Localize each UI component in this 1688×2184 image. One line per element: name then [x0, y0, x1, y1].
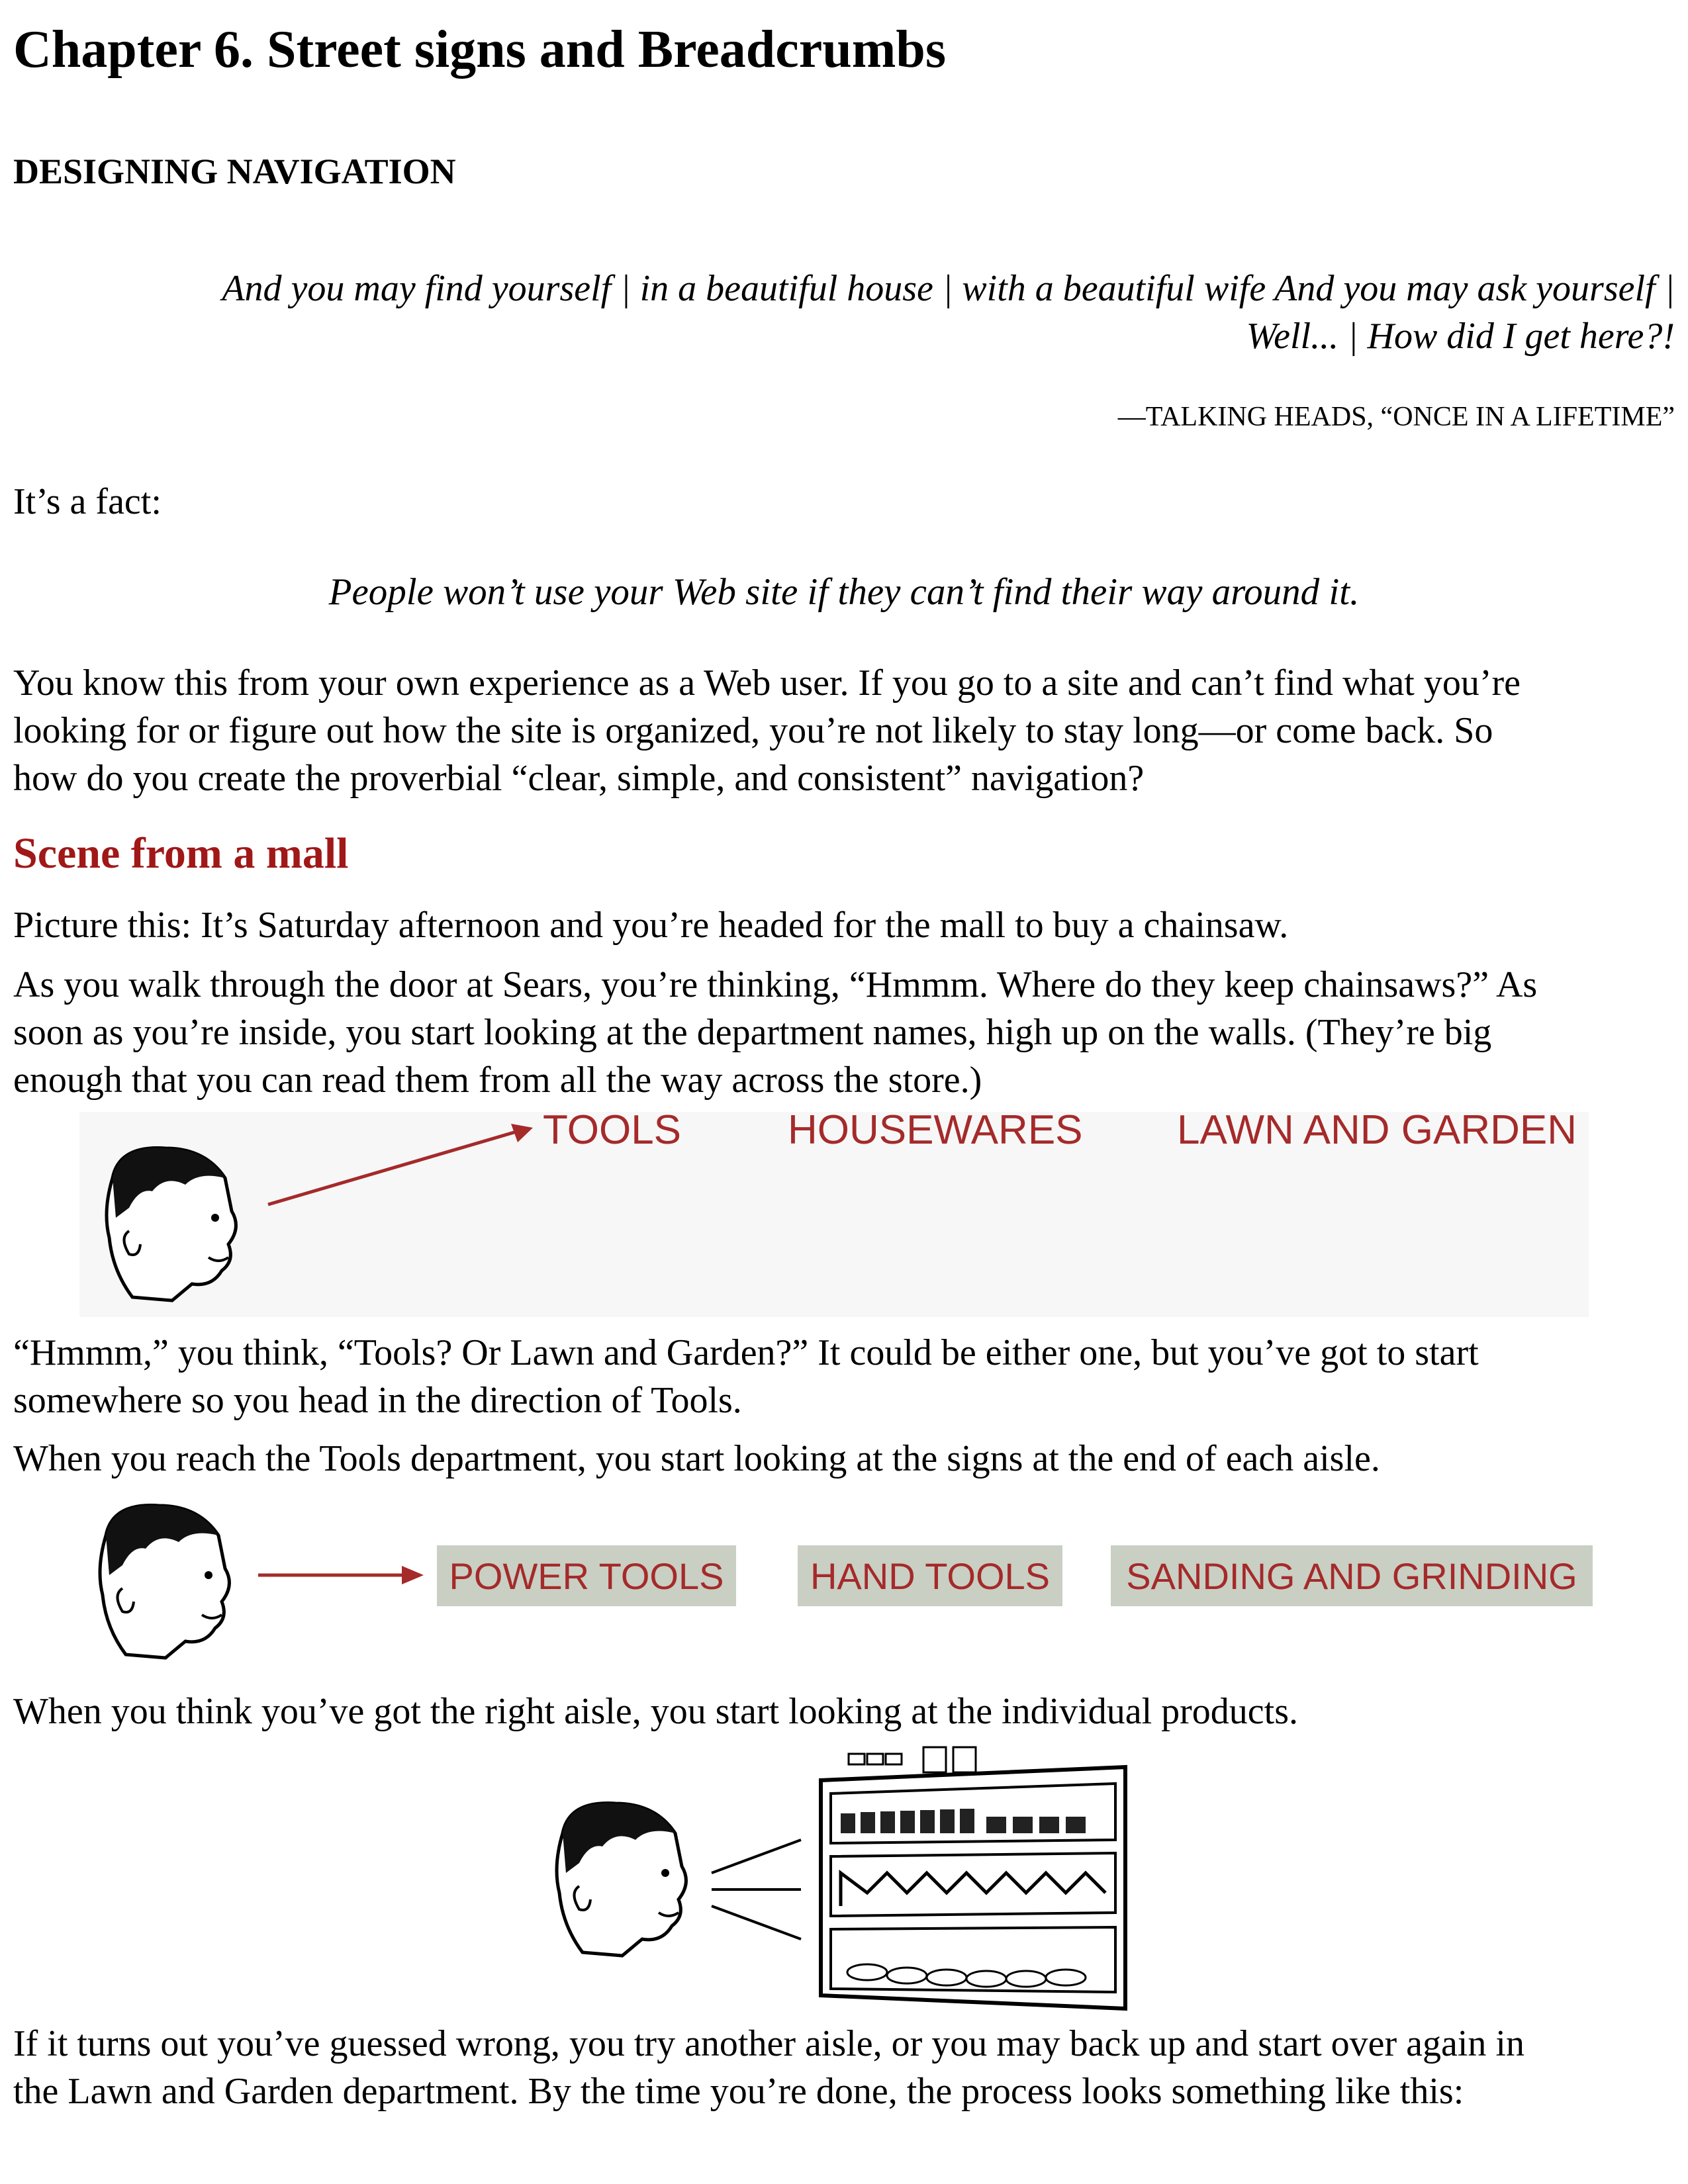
chapter-title: Chapter 6. Street signs and Breadcrumbs [13, 21, 946, 79]
man-head-icon [93, 1138, 252, 1310]
intro-text: It’s a fact: [13, 481, 162, 522]
sign-tools: TOOLS [543, 1107, 682, 1153]
paragraph-experience [13, 659, 1675, 802]
paragraph-line: enough that you can read them from all the way across the store.) [13, 1060, 982, 1101]
key-quote: People won’t use your Web site if they can’t find their way around it. [328, 571, 1360, 613]
product-shelf-icon [814, 1747, 1132, 2012]
epigraph [26, 265, 1675, 360]
paragraph-picture: Picture this: It’s Saturday afternoon and you’re headed for the mall to buy a chainsaw. [13, 905, 1289, 946]
paragraph-line: You know this from your own experience as a Web user. If you go to a site and can’t find what you’re [13, 662, 1521, 704]
paragraph-line: somewhere so you head in the direction of Tools. [13, 1380, 742, 1421]
epigraph-attribution: —TALKING HEADS, “ONCE IN A LIFETIME” [1117, 402, 1675, 432]
paragraph-line: the Lawn and Garden department. By the time you’re done, the process looks something like this: [13, 2071, 1464, 2112]
sight-lines-icon [708, 1833, 808, 1946]
paragraph-guess [13, 2020, 1675, 2115]
paragraph-line: how do you create the proverbial “clear, simple, and consistent” navigation? [13, 758, 1145, 799]
man-head-icon [543, 1794, 702, 1966]
arrow-right-icon [265, 1118, 543, 1211]
paragraph-walk [13, 961, 1675, 1104]
paragraph-reach: When you reach the Tools department, you start looking at the signs at the end of each aisle. [13, 1438, 1380, 1479]
paragraph-aisle: When you think you’ve got the right aisle, you start looking at the individual products. [13, 1691, 1298, 1732]
subheading-scene: Scene from a mall [13, 829, 349, 878]
section-heading: DESIGNING NAVIGATION [13, 152, 456, 191]
aisle-sign-power-tools: POWER TOOLS [437, 1545, 736, 1606]
epigraph-line-2: Well... | How did I get here?! [1246, 316, 1675, 357]
arrow-right-icon [255, 1562, 427, 1588]
paragraph-line: looking for or figure out how the site is organized, you’re not likely to stay long—or come back. So [13, 710, 1493, 751]
man-head-icon [86, 1496, 245, 1668]
aisle-sign-hand-tools: HAND TOOLS [798, 1545, 1062, 1606]
sign-housewares: HOUSEWARES [788, 1107, 1083, 1153]
paragraph-line: soon as you’re inside, you start looking at the department names, high up on the walls. (They’re big [13, 1012, 1492, 1053]
paragraph-hmmm [13, 1329, 1675, 1424]
paragraph-line: As you walk through the door at Sears, you’re thinking, “Hmmm. Where do they keep chainsaws?” As [13, 964, 1538, 1005]
epigraph-line-1: And you may find yourself | in a beautiful house | with a beautiful wife And you may ask yourself | [222, 268, 1675, 309]
aisle-sign-sanding-and-grinding: SANDING AND GRINDING [1111, 1545, 1593, 1606]
paragraph-line: If it turns out you’ve guessed wrong, you try another aisle, or you may back up and start over again in [13, 2023, 1524, 2064]
sign-lawn-and-garden: LAWN AND GARDEN [1177, 1107, 1577, 1153]
paragraph-line: “Hmmm,” you think, “Tools? Or Lawn and Garden?” It could be either one, but you’ve got to start [13, 1332, 1479, 1373]
